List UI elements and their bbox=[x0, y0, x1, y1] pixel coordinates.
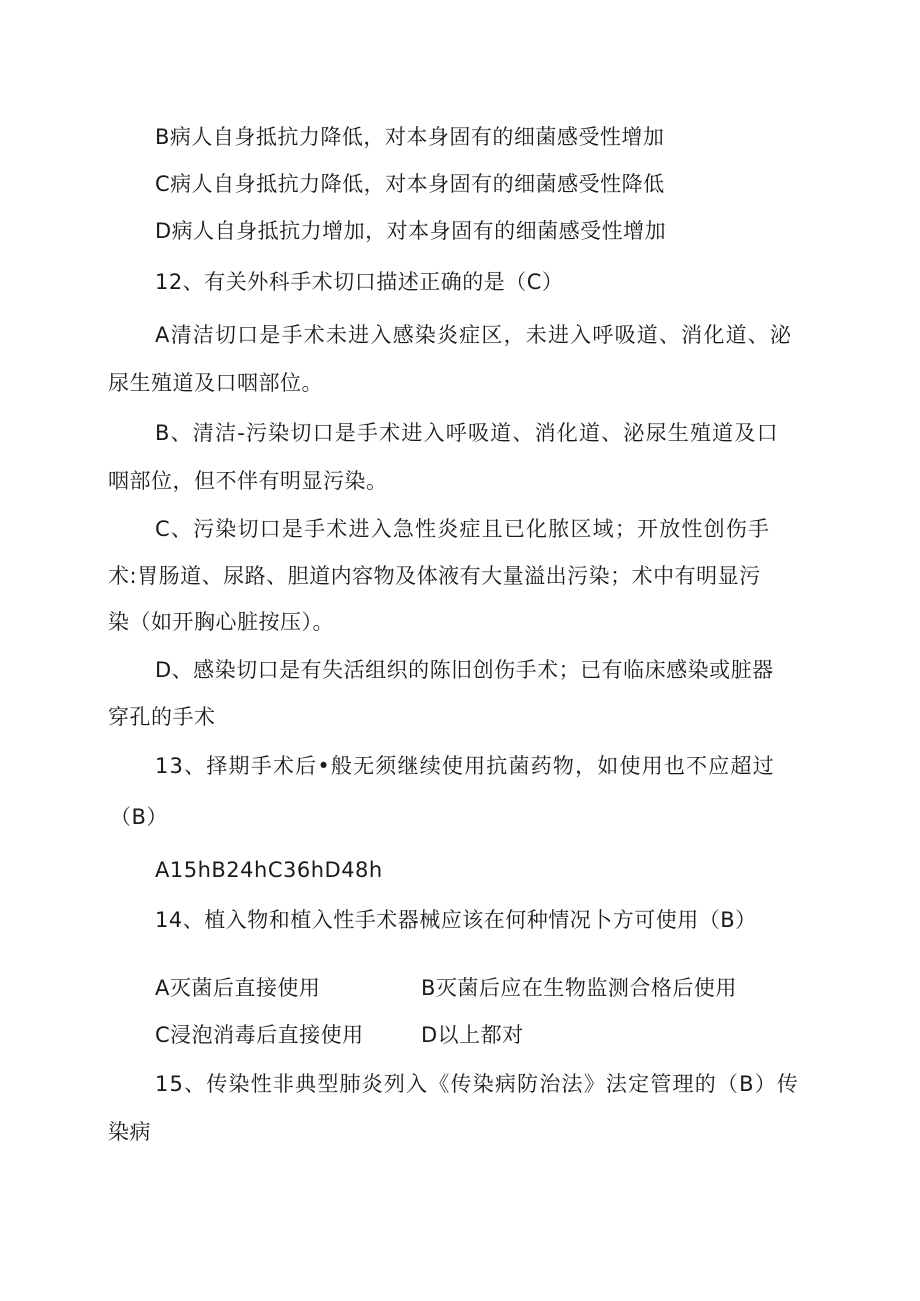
question-14: 14、植入物和植入性手术器械应该在何种情况卜方可使用（B） bbox=[155, 908, 757, 932]
question-12-option-d-line1: D、感染切口是有失活组织的陈旧创伤手术；已有临床感染或脏器 bbox=[155, 658, 774, 682]
question-13-options: A15hB24hC36hD48h bbox=[155, 858, 383, 882]
option-b-text: B病人自身抵抗力降低，对本身固有的细菌感受性增加 bbox=[155, 125, 665, 149]
question-13-line1: 13、择期手术后•般无须继续使用抗菌药物，如使用也不应超过 bbox=[155, 754, 775, 778]
question-12-option-d-line2: 穿孔的手术 bbox=[108, 705, 216, 729]
question-12-option-c-line2: 术:胃肠道、尿路、胆道内容物及体液有大量溢出污染；术中有明显污 bbox=[108, 564, 761, 588]
question-13-line2: （B） bbox=[110, 805, 168, 829]
option-c-text: C病人自身抵抗力降低，对本身固有的细菌感受性降低 bbox=[155, 172, 665, 196]
question-15-line2: 染病 bbox=[108, 1120, 151, 1144]
question-12-option-c-line3: 染（如开胸心脏按压）。 bbox=[108, 610, 334, 634]
question-12-option-b-line2: 咽部位，但不伴有明显污染。 bbox=[108, 469, 388, 493]
question-12-option-b-line1: B、清洁-污染切口是手术进入呼吸道、消化道、泌尿生殖道及口 bbox=[155, 421, 779, 445]
question-14-option-c: C浸泡消毒后直接使用 bbox=[155, 1023, 364, 1047]
question-12-option-c-line1: C、污染切口是手术进入急性炎症且已化脓区域；开放性创伤手 bbox=[155, 517, 771, 541]
question-14-option-a: A灭菌后直接使用 bbox=[155, 976, 321, 1000]
option-d-text: D病人自身抵抗力增加，对本身固有的细菌感受性增加 bbox=[155, 219, 667, 243]
question-14-option-d: D以上都对 bbox=[421, 1023, 524, 1047]
question-12-option-a-line1: A清洁切口是手术未进入感染炎症区，未进入呼吸道、消化道、泌 bbox=[155, 323, 793, 347]
question-12: 12、有关外科手术切口描述正确的是（C） bbox=[155, 270, 564, 294]
question-14-option-b: B灭菌后应在生物监测合格后使用 bbox=[421, 976, 737, 1000]
question-15-line1: 15、传染性非典型肺炎列入《传染病防治法》法定管理的（B）传 bbox=[155, 1072, 800, 1096]
question-12-option-a-line2: 尿生殖道及口咽部位。 bbox=[108, 371, 323, 395]
